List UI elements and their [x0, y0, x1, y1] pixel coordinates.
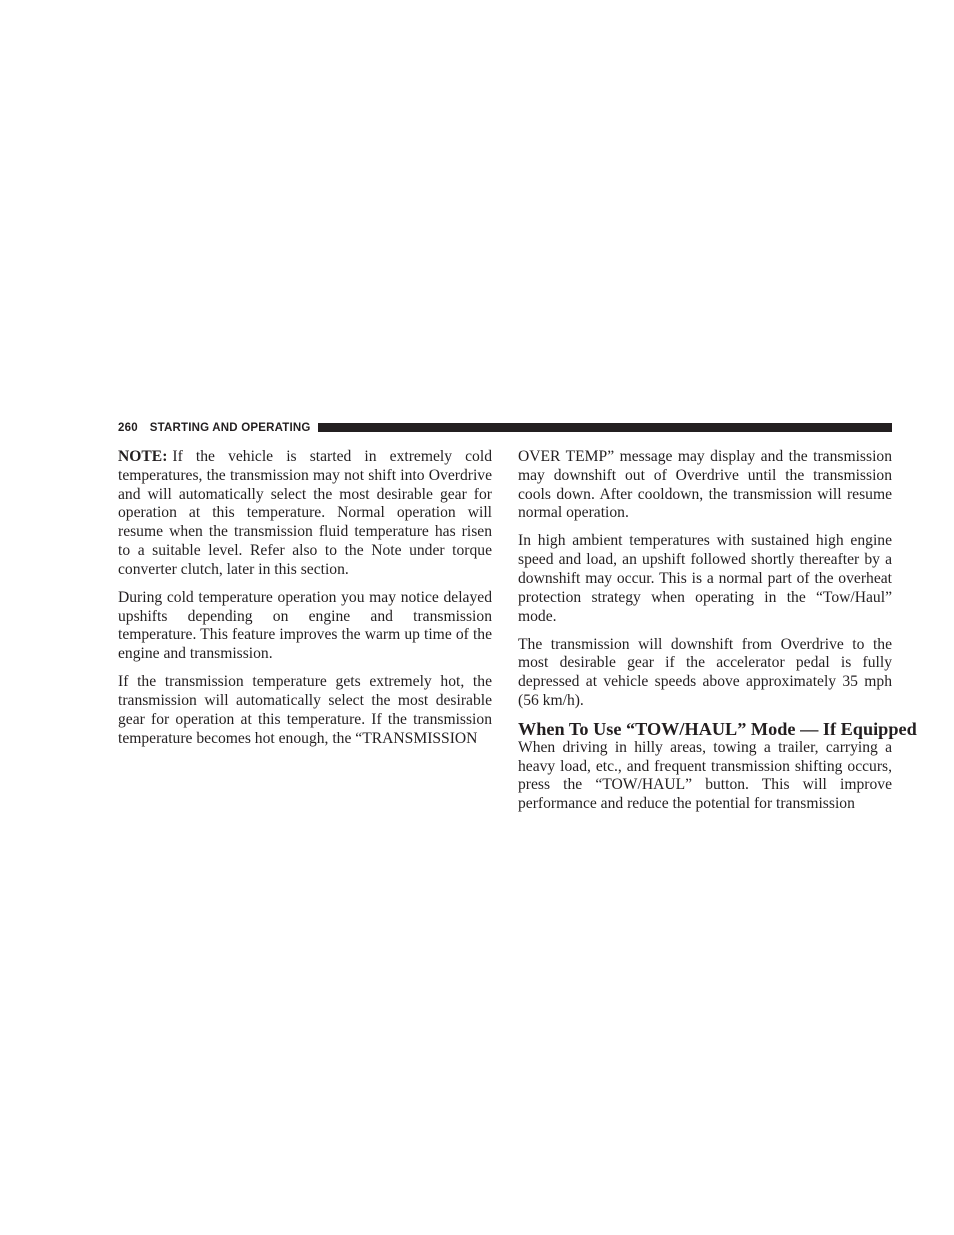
page-header [118, 419, 892, 436]
hot-temperature-paragraph: If the transmission temperature gets extremely hot, the transmission will automatically select the most desirable gear for operation at this temperature. If the transmission temperature becomes hot enough, the “TRANSMISSION [118, 673, 492, 747]
cold-temperature-paragraph: During cold temperature operation you may notice delayed upshifts depending on engine and transmission temperature. This feature improves the warm up time of the engine and transmission. [118, 588, 492, 663]
header-rule [318, 423, 892, 432]
page-number: 260 [118, 421, 138, 434]
right-column [518, 448, 917, 814]
tow-haul-subheading: When To Use “TOW/HAUL” Mode — If Equipped [518, 718, 917, 739]
section-title: STARTING AND OPERATING [149, 421, 311, 434]
tow-haul-paragraph: When driving in hilly areas, towing a trailer, carrying a heavy load, etc., and frequent transmission shifting occurs, press the “TOW/HAUL” button. This will improve performance and reduce the potential for transmission [518, 738, 892, 813]
note-label: NOTE: [118, 448, 168, 465]
high-ambient-paragraph: In high ambient temperatures with sustained high engine speed and load, an upshift followed shortly thereafter by a downshift may occur. This is a normal part of the overheat protection strategy when operating in the “Tow/Haul” mode. [518, 532, 892, 625]
downshift-paragraph: The transmission will downshift from Overdrive to the most desirable gear if the accelerator pedal is fully depressed at vehicle speeds above approximately 35 mph (56 km/h). [518, 635, 892, 709]
left-column [118, 448, 492, 748]
note-text: If the vehicle is started in extremely cold temperatures, the transmission may not shift into Overdrive and will automatically select the most desirable gear for operation at this temperature. Normal operation will resume when the transmission fluid temperature has risen to a suitable level. Refer also to the Note under torque converter clutch, later in this section. [118, 448, 492, 578]
over-temp-paragraph: OVER TEMP” message may display and the transmission may downshift out of Overdrive until the transmission cools down. After cooldown, the transmission will resume normal operation. [518, 448, 892, 522]
note-paragraph [118, 448, 492, 580]
